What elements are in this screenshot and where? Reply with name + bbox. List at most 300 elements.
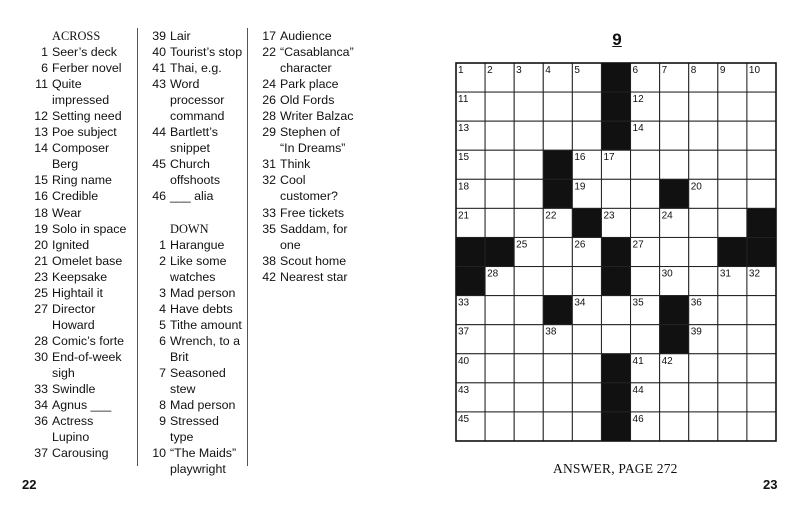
- clue-text: Bartlett’s: [170, 125, 218, 140]
- grid-cell[interactable]: [514, 325, 543, 354]
- down-clue-38: [250, 253, 360, 269]
- clue-text: Howard: [52, 317, 95, 332]
- grid-cell[interactable]: [660, 412, 689, 441]
- grid-cell[interactable]: [689, 383, 718, 412]
- cell-number: 15: [458, 152, 470, 164]
- clue-number: 5: [159, 317, 166, 332]
- down-clue-list-continued: [250, 28, 360, 285]
- clue-number: 15: [34, 173, 48, 188]
- cell-number: 44: [632, 384, 644, 396]
- grid-cell[interactable]: [747, 296, 776, 325]
- grid-cell[interactable]: [718, 412, 747, 441]
- grid-cell[interactable]: [747, 383, 776, 412]
- cell-number: 36: [690, 297, 702, 309]
- clue-text: Carousing: [52, 446, 109, 461]
- across-clue-27: [22, 301, 136, 333]
- down-clue-9: [140, 413, 244, 445]
- black-square: [456, 237, 485, 266]
- grid-cell[interactable]: [718, 296, 747, 325]
- clue-text: Free tickets: [280, 205, 345, 220]
- across-clue-20: [22, 237, 136, 253]
- clue-number: 6: [41, 61, 48, 76]
- clue-text: watches: [170, 269, 216, 284]
- clue-number: 44: [152, 125, 166, 140]
- clue-text: processor: [170, 93, 225, 108]
- grid-cell[interactable]: [572, 354, 601, 383]
- clue-number: 33: [262, 205, 276, 220]
- black-square: [601, 412, 630, 441]
- grid-cell[interactable]: [689, 150, 718, 179]
- grid-cell[interactable]: [660, 237, 689, 266]
- across-clue-12: [22, 108, 136, 124]
- down-clue-35: [250, 221, 360, 253]
- down-clue-7: [140, 365, 244, 397]
- clue-text: command: [170, 109, 225, 124]
- black-square: [747, 237, 776, 266]
- clue-number: 28: [262, 109, 276, 124]
- clue-text: one: [280, 237, 301, 252]
- cell-number: 28: [487, 268, 499, 280]
- grid-cell[interactable]: [485, 208, 514, 237]
- clue-text: Have debts: [170, 301, 233, 316]
- grid-cell[interactable]: [660, 92, 689, 121]
- clue-text: Tithe amount: [170, 317, 242, 332]
- clue-number: 34: [34, 398, 48, 413]
- cell-number: 42: [661, 355, 673, 367]
- across-clue-list-continued: [140, 28, 244, 205]
- clue-number: 36: [34, 414, 48, 429]
- grid-cell[interactable]: [718, 383, 747, 412]
- clue-number: 30: [34, 349, 48, 364]
- black-square: [485, 237, 514, 266]
- cell-number: 11: [458, 94, 469, 106]
- clue-text: End-of-week: [52, 349, 122, 364]
- clue-number: 9: [159, 414, 166, 429]
- grid-cell[interactable]: [514, 354, 543, 383]
- grid-cell[interactable]: [572, 121, 601, 150]
- grid-cell[interactable]: [543, 354, 572, 383]
- across-clue-41: [140, 60, 244, 76]
- clue-number: 8: [159, 398, 166, 413]
- grid-cell[interactable]: [747, 179, 776, 208]
- across-clue-44: [140, 124, 244, 156]
- grid-cell[interactable]: [485, 383, 514, 412]
- grid-cell[interactable]: [601, 179, 630, 208]
- grid-cell[interactable]: [543, 121, 572, 150]
- clue-number: 43: [152, 77, 166, 92]
- clue-text: “In Dreams”: [280, 141, 346, 156]
- grid-cell[interactable]: [718, 179, 747, 208]
- grid-cell[interactable]: [514, 150, 543, 179]
- cell-number: 4: [545, 65, 551, 76]
- grid-cell[interactable]: [689, 412, 718, 441]
- clue-number: 46: [152, 189, 166, 204]
- cell-number: 3: [516, 65, 522, 76]
- clue-number: 27: [34, 301, 48, 316]
- clue-text: Writer Balzac: [280, 109, 354, 124]
- cell-number: 32: [748, 268, 761, 280]
- down-heading: DOWN: [170, 221, 209, 236]
- black-square: [601, 354, 630, 383]
- across-clue-33: [22, 381, 136, 397]
- black-square: [601, 383, 630, 412]
- clue-text: Setting need: [52, 109, 122, 124]
- clue-text: ___ alia: [170, 189, 214, 204]
- grid-cell[interactable]: [660, 150, 689, 179]
- cell-number: 46: [632, 413, 644, 425]
- black-square: [543, 150, 572, 179]
- clue-number: 19: [34, 221, 48, 236]
- cell-number: 26: [574, 239, 586, 251]
- grid-cell[interactable]: [485, 179, 514, 208]
- cell-number: 18: [458, 181, 470, 193]
- down-clue-4: [140, 301, 244, 317]
- clue-number: 45: [152, 157, 166, 172]
- black-square: [543, 296, 572, 325]
- across-clue-18: [22, 205, 136, 221]
- clue-number: 2: [159, 253, 166, 268]
- clue-text: Cool: [280, 173, 306, 188]
- grid-cell[interactable]: [718, 92, 747, 121]
- grid-cell[interactable]: [485, 150, 514, 179]
- down-clue-42: [250, 269, 360, 285]
- grid-cell[interactable]: [543, 237, 572, 266]
- crossword-grid[interactable]: [455, 62, 777, 442]
- clue-text: Wear: [52, 205, 82, 220]
- clue-text: Stressed type: [170, 414, 219, 445]
- grid-cell[interactable]: [485, 92, 514, 121]
- grid-cell[interactable]: [689, 92, 718, 121]
- grid-cell[interactable]: [689, 208, 718, 237]
- clue-number: 32: [262, 173, 276, 188]
- clue-number: 38: [262, 253, 276, 268]
- cell-number: 12: [632, 94, 644, 106]
- grid-cell[interactable]: [718, 325, 747, 354]
- cell-number: 40: [458, 355, 470, 367]
- clue-text: Audience: [280, 29, 332, 43]
- clue-text: Think: [280, 157, 311, 172]
- cell-number: 17: [603, 152, 615, 164]
- grid-cell[interactable]: [514, 383, 543, 412]
- down-clue-3: [140, 285, 244, 301]
- clue-number: 41: [152, 61, 166, 76]
- across-clue-46: [140, 188, 244, 204]
- grid-cell[interactable]: [514, 208, 543, 237]
- down-clue-17: [250, 28, 360, 44]
- grid-cell[interactable]: [514, 179, 543, 208]
- clue-text: Composer: [52, 141, 110, 156]
- cell-number: 30: [661, 268, 673, 280]
- black-square: [660, 179, 689, 208]
- clue-text: Like some: [170, 253, 227, 268]
- down-clue-29: [250, 124, 360, 156]
- grid-cell[interactable]: [572, 325, 601, 354]
- down-clue-26: [250, 92, 360, 108]
- cell-number: 7: [661, 65, 668, 76]
- grid-cell[interactable]: [747, 92, 776, 121]
- clue-text: Ignited: [52, 237, 90, 252]
- clue-number: 13: [34, 125, 48, 140]
- across-clue-37: [22, 445, 136, 461]
- grid-cell[interactable]: [485, 325, 514, 354]
- clue-text: Tourist’s stop: [170, 45, 243, 60]
- clue-text: Nearest star: [280, 269, 348, 284]
- clue-text: Wrench, to a: [170, 333, 241, 348]
- clue-text: offshoots: [170, 173, 221, 188]
- clue-text: Mad person: [170, 398, 236, 413]
- clue-column-2: [140, 28, 244, 477]
- cell-number: 5: [574, 65, 580, 76]
- grid-cell[interactable]: [718, 150, 747, 179]
- grid-cell[interactable]: [631, 325, 660, 354]
- page-number-right: 23: [763, 477, 778, 492]
- cell-number: 43: [458, 384, 470, 396]
- clue-text: character: [280, 61, 332, 76]
- black-square: [456, 267, 485, 296]
- grid-cell[interactable]: [718, 121, 747, 150]
- grid-cell[interactable]: [572, 383, 601, 412]
- clue-text: snippet: [170, 141, 210, 156]
- clue-text: Poe subject: [52, 125, 117, 140]
- cell-number: 45: [458, 413, 470, 425]
- clue-number: 17: [262, 29, 276, 43]
- grid-cell[interactable]: [689, 267, 718, 296]
- clue-text: Saddam, for: [280, 221, 348, 236]
- grid-cell[interactable]: [572, 412, 601, 441]
- clue-number: 42: [262, 269, 276, 284]
- grid-cell[interactable]: [514, 267, 543, 296]
- cell-number: 22: [545, 210, 557, 222]
- cell-number: 10: [748, 65, 761, 76]
- black-square: [572, 208, 601, 237]
- cell-number: 35: [632, 297, 644, 309]
- cell-number: 2: [487, 65, 493, 76]
- clue-number: 12: [34, 109, 48, 124]
- clue-number: 35: [262, 221, 276, 236]
- across-clue-40: [140, 44, 244, 60]
- clue-number: 4: [159, 301, 166, 316]
- grid-cell[interactable]: [631, 267, 660, 296]
- clue-text: Brit: [170, 349, 189, 364]
- clue-text: Word: [170, 77, 200, 92]
- clue-number: 25: [34, 285, 48, 300]
- clue-text: stew: [170, 381, 196, 396]
- answer-note: ANSWER, PAGE 272: [553, 461, 678, 476]
- across-clue-23: [22, 269, 136, 285]
- column-divider: [137, 28, 138, 466]
- grid-cell[interactable]: [485, 412, 514, 441]
- across-clue-14: [22, 140, 136, 172]
- clue-text: Park place: [280, 77, 339, 92]
- clue-number: 18: [34, 205, 48, 220]
- cell-number: 41: [632, 355, 644, 367]
- puzzle-number: 9: [612, 30, 622, 49]
- grid-cell[interactable]: [601, 325, 630, 354]
- clue-number: 37: [34, 446, 48, 461]
- across-clue-1: [22, 44, 136, 60]
- cell-number: 31: [719, 268, 731, 280]
- black-square: [543, 179, 572, 208]
- clue-text: Stephen of: [280, 125, 340, 140]
- grid-cell[interactable]: [747, 412, 776, 441]
- down-clue-24: [250, 76, 360, 92]
- black-square: [747, 208, 776, 237]
- cell-number: 1: [458, 65, 464, 76]
- clue-text: Hightail it: [52, 285, 103, 300]
- clue-text: Comic’s forte: [52, 333, 125, 348]
- grid-cell[interactable]: [718, 354, 747, 383]
- cell-number: 19: [574, 181, 586, 193]
- grid-cell[interactable]: [485, 354, 514, 383]
- clue-text: Quite: [52, 77, 82, 92]
- grid-cell[interactable]: [543, 383, 572, 412]
- cell-number: 14: [632, 123, 644, 135]
- grid-cell[interactable]: [747, 354, 776, 383]
- across-clue-13: [22, 124, 136, 140]
- grid-cell[interactable]: [631, 179, 660, 208]
- clue-column-1: [22, 28, 136, 461]
- across-clue-21: [22, 253, 136, 269]
- grid-cell[interactable]: [689, 121, 718, 150]
- grid-cell[interactable]: [543, 267, 572, 296]
- cell-number: 29: [603, 268, 615, 280]
- grid-cell[interactable]: [718, 208, 747, 237]
- clue-number: 23: [34, 269, 48, 284]
- grid-cell[interactable]: [485, 121, 514, 150]
- clue-text: Lair: [170, 29, 191, 43]
- grid-cell[interactable]: [660, 121, 689, 150]
- clue-column-3: [250, 28, 360, 285]
- cell-number: 38: [545, 326, 557, 338]
- grid-cell[interactable]: [572, 92, 601, 121]
- clue-number: 1: [41, 45, 48, 60]
- grid-cell[interactable]: [514, 92, 543, 121]
- cell-number: 13: [458, 123, 470, 135]
- grid-cell[interactable]: [543, 92, 572, 121]
- clue-number: 1: [159, 237, 166, 252]
- clue-number: 39: [152, 29, 166, 43]
- clue-number: 40: [152, 45, 166, 60]
- down-clue-10: [140, 445, 244, 477]
- across-clue-39: [140, 28, 244, 44]
- cell-number: 33: [458, 297, 470, 309]
- clue-text: Mad person: [170, 285, 236, 300]
- clue-text: customer?: [280, 189, 338, 204]
- across-clue-28: [22, 333, 136, 349]
- clue-text: Harangue: [170, 237, 225, 252]
- clue-text: Director: [52, 301, 96, 316]
- grid-cell[interactable]: [689, 237, 718, 266]
- across-clue-45: [140, 156, 244, 188]
- across-clue-6: [22, 60, 136, 76]
- clue-text: playwright: [170, 462, 226, 477]
- clue-text: Solo in space: [52, 221, 127, 236]
- cell-number: 24: [661, 210, 673, 222]
- black-square: [601, 121, 630, 150]
- grid-cell[interactable]: [747, 121, 776, 150]
- cell-number: 37: [458, 326, 470, 338]
- page-number-left: 22: [22, 477, 37, 492]
- down-clue-22: [250, 44, 360, 76]
- grid-cell[interactable]: [689, 354, 718, 383]
- clue-text: Seer’s deck: [52, 45, 117, 60]
- cell-number: 23: [603, 210, 615, 222]
- across-clue-list: [22, 44, 136, 461]
- cell-number: 16: [574, 152, 586, 164]
- clue-text: Swindle: [52, 382, 96, 397]
- clue-text: Agnus ___: [52, 398, 112, 413]
- clue-text: Ferber novel: [52, 61, 122, 76]
- black-square: [660, 296, 689, 325]
- down-clue-32: [250, 172, 360, 204]
- clue-text: Actress: [52, 414, 94, 429]
- grid-cell[interactable]: [514, 412, 543, 441]
- across-clue-36: [22, 413, 136, 445]
- black-square: [660, 325, 689, 354]
- across-heading: ACROSS: [52, 29, 101, 43]
- clue-number: 33: [34, 382, 48, 397]
- grid-cell[interactable]: [514, 121, 543, 150]
- across-clue-30: [22, 349, 136, 381]
- clue-text: sigh: [52, 365, 75, 380]
- clue-number: 11: [35, 77, 48, 92]
- across-clue-16: [22, 188, 136, 204]
- clue-text: Keepsake: [52, 269, 108, 284]
- cell-number: 34: [574, 297, 586, 309]
- grid-cell[interactable]: [514, 296, 543, 325]
- black-square: [601, 237, 630, 266]
- clue-number: 28: [34, 333, 48, 348]
- cell-number: 27: [632, 239, 644, 251]
- black-square: [718, 237, 747, 266]
- grid-cell[interactable]: [747, 150, 776, 179]
- black-square: [601, 63, 630, 92]
- across-clue-19: [22, 221, 136, 237]
- clue-number: 3: [159, 285, 166, 300]
- column-divider: [247, 28, 248, 466]
- clue-number: 6: [159, 333, 166, 348]
- clue-text: Berg: [52, 157, 79, 172]
- grid-cell[interactable]: [631, 150, 660, 179]
- grid-cell[interactable]: [485, 296, 514, 325]
- down-clue-28: [250, 108, 360, 124]
- clue-text: Seasoned: [170, 365, 226, 380]
- clue-number: 14: [34, 141, 48, 156]
- grid-cell[interactable]: [543, 412, 572, 441]
- clue-number: 29: [262, 125, 276, 140]
- down-clue-list: [140, 237, 244, 478]
- clue-text: Old Fords: [280, 93, 335, 108]
- clue-number: 21: [34, 253, 48, 268]
- cell-number: 6: [632, 65, 639, 76]
- across-clue-34: [22, 397, 136, 413]
- grid-cell[interactable]: [631, 208, 660, 237]
- grid-cell[interactable]: [660, 383, 689, 412]
- clue-number: 22: [262, 45, 276, 60]
- grid-cell[interactable]: [601, 296, 630, 325]
- grid-cell[interactable]: [572, 267, 601, 296]
- cell-number: 21: [458, 210, 470, 222]
- down-clue-6: [140, 333, 244, 365]
- clue-text: Scout home: [280, 253, 347, 268]
- across-clue-43: [140, 76, 244, 124]
- clue-number: 7: [159, 365, 166, 380]
- clue-text: Omelet base: [52, 253, 123, 268]
- clue-text: Church: [170, 157, 210, 172]
- across-clue-11: [22, 76, 136, 108]
- clue-text: Ring name: [52, 173, 112, 188]
- grid-cell[interactable]: [747, 325, 776, 354]
